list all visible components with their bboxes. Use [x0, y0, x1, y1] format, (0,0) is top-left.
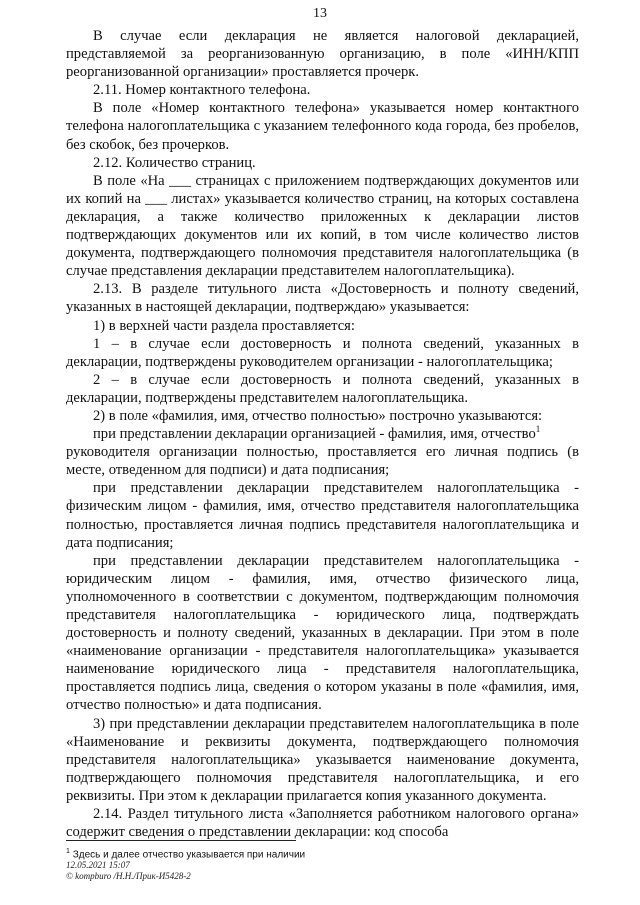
heading-2-14: 2.14. Раздел титульного листа «Заполняется работником налогового органа» содержит сведения о представлении декларации: код способа: [66, 806, 579, 841]
footnote-reference: 1: [535, 424, 541, 435]
footnote-text: Здесь и далее отчество указывается при наличии: [72, 849, 306, 861]
heading-2-12: 2.12. Количество страниц.: [93, 154, 256, 171]
page-number: 13: [313, 6, 327, 21]
paragraph-organization-text: при представлении декларации организацией - фамилия, имя, отчество: [93, 426, 536, 443]
footnote-divider: [66, 840, 296, 841]
paragraph-item-3: 3) при представлении декларации представителем налогоплательщика в поле «Наименование и реквизиты документа, подтверждающего полномочия представителя налогоплательщика» указывается наименование документа, подтверждающего полномочия представителя налогоплательщика, и его реквизиты. При этом к декларации прилагается копия указанного документа.: [66, 715, 579, 804]
print-source-stamp: © kompburo /Н.Н./Прик-И5428-2: [66, 871, 191, 881]
paragraph-item-2: 2) в поле «фамилия, имя, отчество полностью» построчно указываются:: [93, 407, 543, 424]
heading-2-13: 2.13. В разделе титульного листа «Достоверность и полноту сведений, указанных в настоящей декларации, подтверждаю» указывается:: [66, 281, 579, 316]
paragraph-reorg-dash: В случае если декларация не является налоговой декларацией, представляемой за реорганизованную организацию, в поле «ИНН/КПП реорганизованной организации» проставляется прочерк.: [66, 28, 579, 81]
document-body: [66, 27, 579, 841]
paragraph-code-1: 1 – в случае если достоверность и полнота сведений, указанных в декларации, подтверждены руководителем организации - налогоплательщика;: [66, 335, 579, 370]
paragraph-item-1: 1) в верхней части раздела проставляется:: [93, 317, 355, 334]
paragraph-phone: В поле «Номер контактного телефона» указывается номер контактного телефона налогоплательщика с указанием телефонного кода города, без пробелов, без скобок, без прочерков.: [66, 100, 579, 153]
paragraph-legal-rep: при представлении декларации представителем налогоплательщика - юридическим лицом - фамилия, имя, отчество физического лица, уполномоченного в соответствии с документом, подтверждающим полномочия представителя налогоплательщика - юридического лица, подтверждать достоверность и полноту сведений, указанных в декларации. При этом в поле «наименование организации - представителя налогоплательщика» указывается наименование юридического лица - представителя налогоплательщика, проставляется подпись лица, сведения о котором указаны в поле «фамилия, имя, отчество полностью» и дата подписания.: [66, 552, 579, 714]
paragraph-individual-rep: при представлении декларации представителем налогоплательщика - физическим лицом - фамилия, имя, отчество представителя налогоплательщика полностью, проставляется личная подпись представителя налогоплательщика и дата подписания;: [66, 480, 579, 551]
footnote-marker: 1: [66, 848, 70, 855]
print-date-stamp: 12.05.2021 15:07: [66, 860, 130, 870]
paragraph-organization: [66, 425, 579, 443]
paragraph-code-2: 2 – в случае если достоверность и полнота сведений, указанных в декларации, подтверждены представителем налогоплательщика.: [66, 371, 579, 406]
paragraph-organization-cont: руководителя организации полностью, проставляется его личная подпись (в месте, отведенном для подписи) и дата подписания;: [66, 444, 579, 479]
footnote: [66, 845, 466, 861]
paragraph-pages: В поле «На ___ страницах с приложением подтверждающих документов или их копий на ___ листах» указывается количество страниц, на которых составлена декларация, а также количество приложенных к декларации листов подтверждающих документов или их копий, в том числе количество листов документа, подтверждающего полномочия представителя налогоплательщика (в случае представления декларации представителем налогоплательщика).: [66, 172, 579, 280]
heading-2-11: 2.11. Номер контактного телефона.: [93, 82, 311, 99]
